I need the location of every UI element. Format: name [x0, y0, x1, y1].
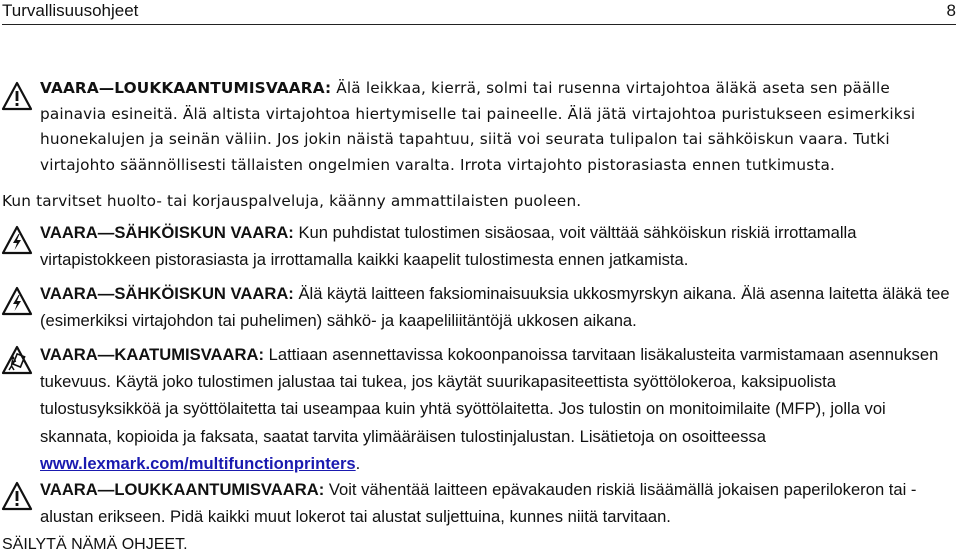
warning-text: Kun puhdistat tulostimen sisäosaa, voit välttää sähköiskun riskiä irrottamalla virtapistokkeen pistorasiasta ja irrottamalla kaikki kaapelit tulostimesta ennen jatkamista.: [40, 223, 857, 270]
warning-text: Älä käytä laitteen faksiominaisuuksia ukkosmyrskyn aikana. Älä asenna laitetta äläkä tee (esimerkiksi virtajohdon tai puhelimen) sähkö- ja kaapeliliitäntöjä ukkosen aikana.: [40, 284, 950, 331]
page-number: 8: [946, 1, 956, 20]
warning-text: Voit vähentää laitteen epävakauden riskiä lisäämällä jokaisen paperilokeron tai -alustan erikseen. Pidä kaikki muut lokerot tai alustat suljettuina, kunnes niitä tarvitaan.: [40, 480, 917, 527]
warning-label: VAARA—LOUKKAANTUMISVAARA:: [40, 79, 332, 97]
warning-tipover: [40, 341, 955, 477]
warning-text-end: .: [355, 453, 361, 473]
tip-over-icon: [1, 344, 33, 376]
warning-label: VAARA—KAATUMISVAARA:: [40, 345, 264, 364]
warning-triangle-icon: [1, 80, 33, 112]
electric-shock-icon: [1, 285, 33, 317]
warning-label: VAARA—SÄHKÖISKUN VAARA:: [40, 223, 294, 242]
page-header: [2, 0, 956, 24]
header-title: Turvallisuusohjeet: [2, 1, 139, 20]
warning-electric-2: [40, 280, 955, 334]
warning-text: Älä leikkaa, kierrä, solmi tai rusenna virtajohtoa äläkä aseta sen päälle painavia esineitä. Älä altista virtajohtoa hiertymiselle tai paineelle. Älä jätä virtajohtoa puristukseen esimerkiksi huonekalujen ja seinän väliin. Jos jokin näistä tapahtuu, siitä voi seurata tulipalon tai sähköiskun vaara. Tutki virtajohto säännöllisesti tällaisten ongelmien varalta. Irrota virtajohto pistorasiasta ennen tutkimusta.: [40, 79, 916, 174]
header-divider: [2, 24, 956, 25]
lexmark-link[interactable]: www.lexmark.com/multifunctionprinters: [40, 453, 356, 473]
warning-label: VAARA—SÄHKÖISKUN VAARA:: [40, 284, 294, 303]
warning-injury-1: [40, 76, 955, 178]
warning-label: VAARA—LOUKKAANTUMISVAARA:: [40, 480, 325, 499]
warning-electric-1: [40, 219, 955, 273]
electric-shock-icon: [1, 224, 33, 256]
service-note: Kun tarvitset huolto- tai korjauspalveluja, käänny ammattilaisten puoleen.: [2, 192, 582, 210]
keep-instructions: SÄILYTÄ NÄMÄ OHJEET.: [2, 536, 188, 553]
warning-injury-2: [40, 476, 955, 530]
warning-triangle-icon: [1, 480, 33, 512]
warning-text: Lattiaan asennettavissa kokoonpanoissa tarvitaan lisäkalusteita varmistamaan asennuksen tukevuus. Käytä joko tulostimen jalustaa tai tukea, jos käytät suurikapasiteettista syöttölokeroa, kaksipuolista tulostusyksikköä ja syöttölaitetta tai useampaa kuin yhtä syöttölaitetta. Jos tulostin on monitoimilaite (MFP), jolla voi skannata, kopioida ja faksata, saatat tarvita ylimääräisen tulostinjalustan. Lisätietoja on osoitteessa: [40, 345, 939, 446]
